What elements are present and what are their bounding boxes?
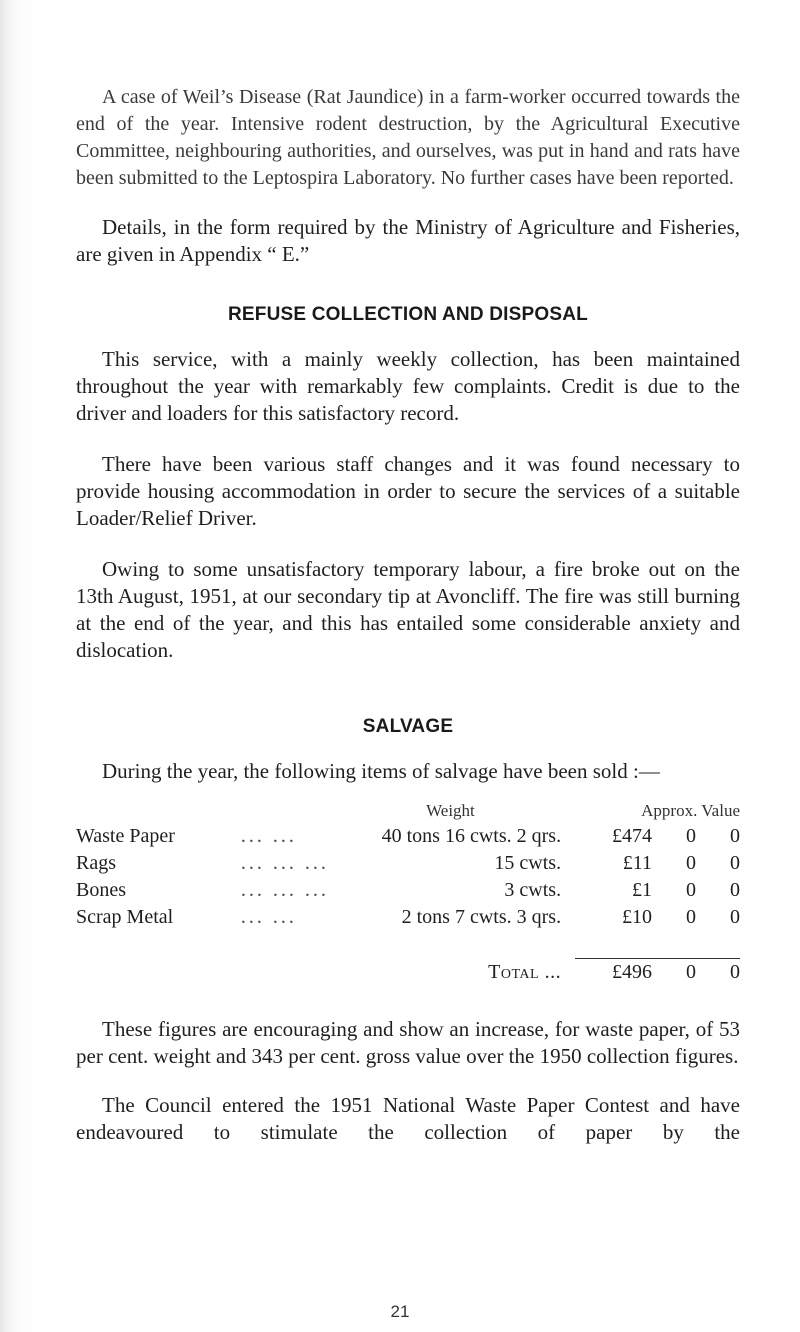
total-pence: 0 — [730, 961, 740, 983]
salvage-heading: SALVAGE — [362, 716, 454, 737]
table-row — [76, 850, 740, 877]
leader-dots: ... ... — [240, 906, 297, 928]
weight-column-header: Weight — [426, 801, 475, 820]
salvage-paragraph-1: These figures are encouraging and show an increase, for waste paper, of 53 per cent. weight and 343 per cent. gross value over the 1950 collection figures. — [76, 1017, 740, 1068]
item-weight: 2 tons 7 cwts. 3 qrs. — [401, 906, 562, 928]
salvage-table — [76, 799, 740, 986]
item-pounds: £474 — [612, 825, 653, 847]
item-pounds: £11 — [622, 852, 653, 874]
value-column-header: Approx. Value — [641, 801, 740, 820]
leader-dots: ... ... ... — [240, 852, 329, 874]
item-shillings: 0 — [686, 879, 696, 901]
table-row — [76, 877, 740, 904]
total-shillings: 0 — [686, 961, 696, 983]
total-label: Total ... — [488, 960, 562, 983]
refuse-heading: REFUSE COLLECTION AND DISPOSAL — [228, 304, 588, 325]
item-pence: 0 — [730, 825, 740, 847]
item-shillings: 0 — [686, 852, 696, 874]
table-row — [76, 904, 740, 931]
refuse-paragraph-3: Owing to some unsatisfactory temporary labour, a fire broke out on the 13th August, 1951, at our secondary tip at Avoncliff. The fire was still burning at the end of the year, and this has entailed some considerable anxiety and dislocation. — [76, 557, 740, 662]
item-name: Rags — [76, 852, 116, 874]
salvage-intro: During the year, the following items of salvage have been sold :— — [102, 759, 660, 783]
item-shillings: 0 — [686, 825, 696, 847]
table-row — [76, 823, 740, 850]
page-number: 21 — [390, 1302, 410, 1321]
item-weight: 15 cwts. — [494, 852, 562, 874]
refuse-paragraph-1: This service, with a mainly weekly collection, has been maintained throughout the year with remarkably few complaints. Credit is due to the driver and loaders for this satisfactory record. — [76, 347, 740, 425]
item-name: Bones — [76, 879, 126, 901]
salvage-paragraph-2: The Council entered the 1951 National Waste Paper Contest and have endeavoured to stimulate the collection of paper by the — [76, 1093, 740, 1144]
page-content — [76, 84, 740, 1146]
item-pounds: £10 — [622, 906, 653, 928]
item-weight: 3 cwts. — [504, 879, 562, 901]
appendix-paragraph: Details, in the form required by the Ministry of Agriculture and Fisheries, are given in Appendix “ E.” — [76, 215, 740, 266]
leader-dots: ... ... — [240, 825, 297, 847]
item-pounds: £1 — [632, 879, 653, 901]
total-rule — [575, 931, 740, 959]
item-pence: 0 — [730, 906, 740, 928]
total-row — [76, 959, 740, 987]
total-rule-row — [76, 931, 740, 959]
weils-disease-paragraph: A case of Weil’s Disease (Rat Jaundice) in a farm-worker occurred towards the end of the year. Intensive rodent destruction, by the Agricultural Executive Committee, neighbouring authorities, and ourselves, was put in hand and rats have been submitted to the Leptospira Laboratory. No further cases have been reported. — [76, 86, 740, 189]
item-name: Waste Paper — [76, 825, 175, 847]
item-pence: 0 — [730, 879, 740, 901]
item-name: Scrap Metal — [76, 906, 174, 928]
total-pounds: £496 — [612, 961, 653, 983]
item-pence: 0 — [730, 852, 740, 874]
refuse-paragraph-2: There have been various staff changes and it was found necessary to provide housing accommodation in order to secure the services of a suitable Loader/Relief Driver. — [76, 452, 740, 530]
item-weight: 40 tons 16 cwts. 2 qrs. — [381, 825, 562, 847]
item-shillings: 0 — [686, 906, 696, 928]
leader-dots: ... ... ... — [240, 879, 329, 901]
salvage-table-header — [76, 799, 740, 823]
